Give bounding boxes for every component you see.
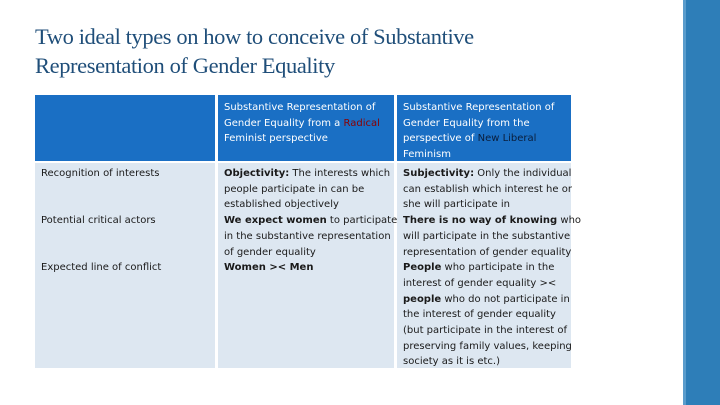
liberal-subjectivity-line-1 <box>403 166 572 182</box>
header-radical-line-3: Feminist perspective <box>224 133 328 145</box>
header-liberal-line-3 <box>403 131 567 147</box>
slide-title <box>35 22 635 80</box>
radical-objectivity-line-1 <box>224 166 390 182</box>
liberal-noway-line-1 <box>403 213 582 229</box>
liberal-people-line-3 <box>403 292 570 308</box>
header-empty-cell <box>35 95 215 161</box>
table-body <box>35 163 582 368</box>
women-text-1: to participate <box>326 215 398 227</box>
radical-feminist-body <box>218 163 398 368</box>
table-header-row <box>35 95 571 161</box>
header-radical-feminist <box>218 95 394 161</box>
new-liberal-body <box>397 163 582 368</box>
title-line-2: Representation of Gender Equality <box>35 53 335 78</box>
liberal-people-line-4: the interest of gender equality <box>403 309 556 321</box>
people-label-2: people <box>403 293 442 305</box>
objectivity-label: Objectivity: <box>224 168 290 179</box>
no-way-of-knowing-label: There is no way of knowing <box>403 215 558 227</box>
we-expect-women-label: We expect women <box>224 215 327 227</box>
header-radical-word: Radical <box>343 117 380 129</box>
title-line-1: Two ideal types on how to conceive of Substantive <box>35 24 474 49</box>
radical-objectivity-line-2: people participate in can be <box>224 183 365 195</box>
objectivity-text-1: The interests which <box>289 168 391 179</box>
header-new-liberal-feminism <box>397 95 571 161</box>
row-label-line-of-conflict: Expected line of conflict <box>41 262 162 273</box>
row-label-recognition: Recognition of interests <box>41 168 160 179</box>
liberal-people-line-5: (but participate in the interest of <box>403 325 568 337</box>
header-new-liberal-word: New Liberal <box>477 133 537 145</box>
header-liberal-line-1: Substantive Representation of <box>403 102 555 113</box>
radical-women-line-2: in the substantive representation <box>224 230 391 242</box>
liberal-noway-line-2: will participate in the substantive <box>403 230 571 242</box>
header-liberal-line-2: Gender Equality from the <box>403 117 530 129</box>
comparison-table <box>35 95 582 368</box>
radical-objectivity-line-3: established objectively <box>224 199 339 211</box>
subjectivity-label: Subjectivity: <box>403 168 475 179</box>
header-radical-line-1: Substantive Representation of <box>224 102 376 113</box>
radical-conflict-line <box>224 260 390 276</box>
row-labels-cell <box>35 163 215 368</box>
subjectivity-text-1: Only the individual <box>474 168 572 179</box>
liberal-subjectivity-line-3: she will participate in <box>403 199 510 211</box>
header-liberal-line-3-text: perspective of <box>403 133 478 145</box>
header-radical-line-2-text: Gender Equality from a <box>224 117 344 129</box>
people-text-2: who do not participate in <box>441 293 570 305</box>
liberal-people-line-1 <box>403 260 567 276</box>
row-label-critical-actors: Potential critical actors <box>41 215 156 226</box>
people-label-1: People <box>403 262 442 274</box>
accent-bar <box>686 0 720 405</box>
radical-women-line-3: of gender equality <box>224 246 316 258</box>
radical-women-line-1 <box>224 213 398 229</box>
liberal-people-line-2: interest of gender equality >< <box>403 277 557 289</box>
liberal-people-line-7: society as it is etc.) <box>403 356 500 368</box>
liberal-noway-line-3: representation of gender equality <box>403 246 572 258</box>
noway-text-1: who <box>557 215 582 227</box>
header-liberal-line-4: Feminism <box>403 149 451 161</box>
header-radical-line-2 <box>224 116 390 132</box>
people-text-1: who participate in the <box>441 262 555 274</box>
liberal-people-line-6: preserving family values, keeping <box>403 340 572 352</box>
radical-conflict-text: Women >< Men <box>224 262 314 274</box>
liberal-subjectivity-line-2: can establish which interest he or <box>403 183 572 195</box>
